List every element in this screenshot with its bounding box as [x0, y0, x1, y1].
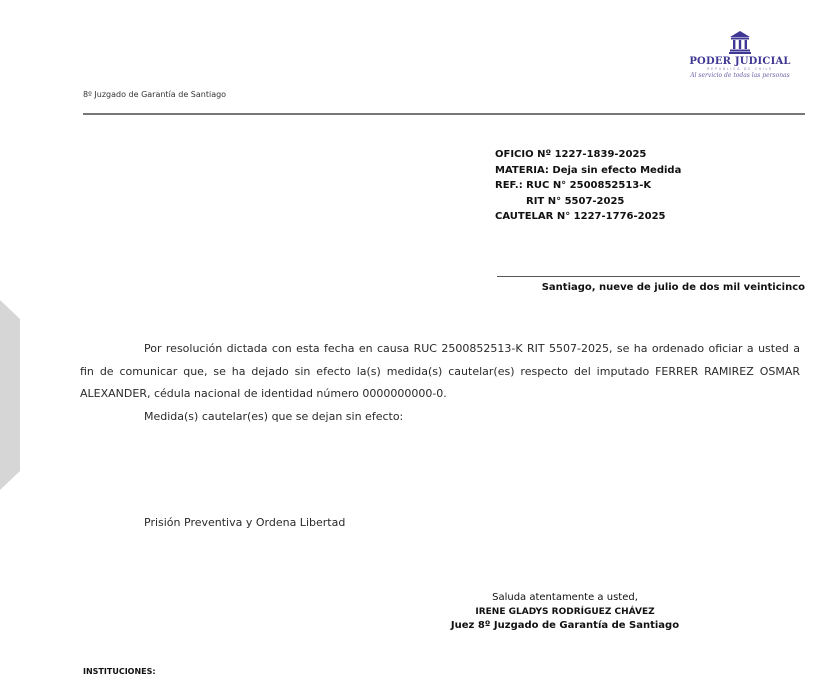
resolution-paragraph: Por resolución dictada con esta fecha en causa RUC 2500852513-K RIT 5507-2025, se ha ordenado oficiar a usted a fin de comunicar que, se ha dejado sin efecto la(s) medida(s) cautelar(es) respecto del imputado FERRER RAMIREZ OSMAR ALEXANDER, cédula nacional de identidad número 0000000000-0. — [80, 342, 800, 400]
logo-motto: Al servicio de todas las personas — [690, 72, 790, 79]
date-line: Santiago, nueve de julio de dos mil veinticinco — [541, 282, 805, 293]
date-divider — [497, 276, 800, 277]
cautelar-number: CAUTELAR N° 1227-1776-2025 — [495, 211, 666, 222]
oficio-number: OFICIO Nº 1227-1839-2025 — [495, 149, 647, 160]
page-edge-tab — [0, 300, 20, 490]
letter-body — [80, 338, 800, 428]
logo-subtitle: REPÚBLICA DE CHILE — [707, 67, 773, 71]
materia: MATERIA: Deja sin efecto Medida — [495, 164, 682, 176]
measures-list: Prisión Preventiva y Ordena Libertad — [144, 516, 346, 529]
rit-number: RIT N° 5507-2025 — [526, 195, 625, 207]
reference-block — [495, 147, 681, 225]
signature-greeting: Saluda atentamente a usted, — [492, 592, 638, 603]
institutions-heading: INSTITUCIONES: — [83, 667, 156, 676]
courthouse-icon — [729, 30, 751, 54]
ruc-reference: REF.: RUC N° 2500852513-K — [495, 180, 652, 191]
header-divider — [83, 113, 805, 115]
poder-judicial-logo — [675, 30, 805, 79]
measures-heading: Medida(s) cautelar(es) que se dejan sin efecto: — [144, 409, 404, 423]
signature-block — [430, 591, 700, 633]
logo-name: PODER JUDICIAL — [689, 56, 791, 67]
signatory-name: IRENE GLADYS RODRÍGUEZ CHÁVEZ — [475, 607, 655, 617]
court-name: 8º Juzgado de Garantía de Santiago — [83, 90, 227, 99]
signatory-title: Juez 8º Juzgado de Garantía de Santiago — [450, 620, 680, 631]
